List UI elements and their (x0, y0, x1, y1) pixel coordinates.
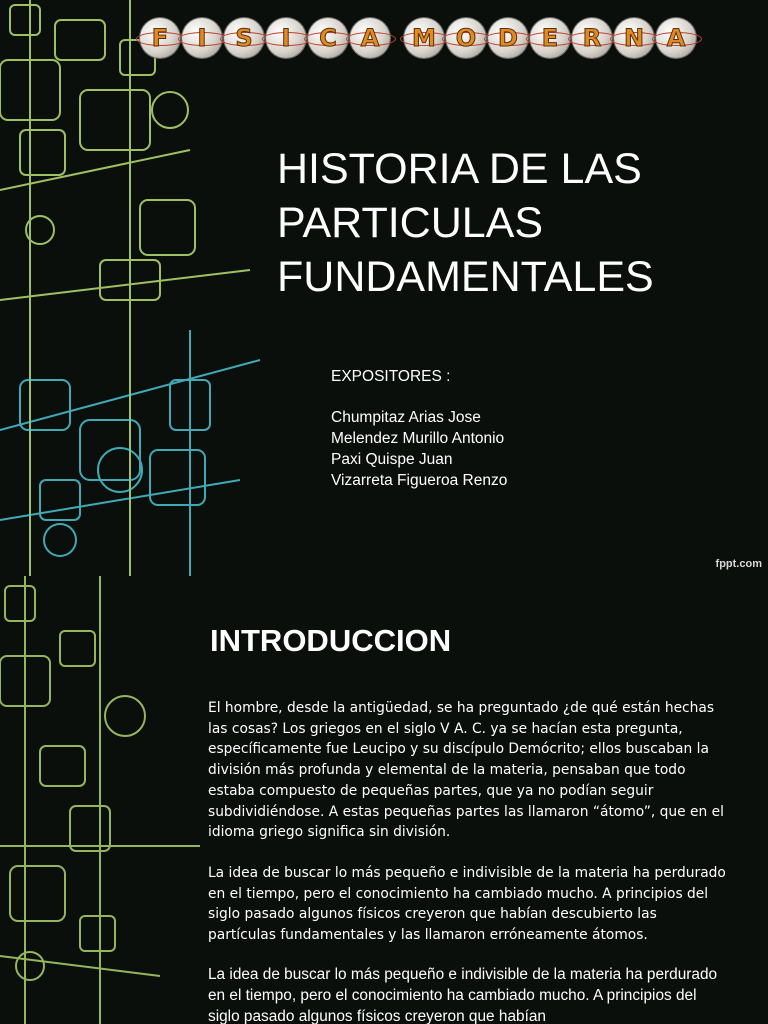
atom-letter-icon (488, 18, 528, 58)
banner-letter: M (412, 24, 436, 52)
presenter-name: Paxi Quispe Juan (331, 451, 453, 468)
banner-letter: E (541, 24, 559, 52)
atom-letter-icon (224, 18, 264, 58)
title-line: FUNDAMENTALES (277, 253, 654, 301)
intro-heading: INTRODUCCION (210, 623, 452, 658)
intro-paragraph: La idea de buscar lo más pequeño e indivisible de la materia ha perdurado en el tiempo, pero el conocimiento ha cambiado mucho. A principios del siglo pasado algunos físicos creyeron que habían descubierto las partículas fundamentales y las llamaron erróneamente átomos. (208, 865, 726, 944)
banner-letter: I (197, 24, 207, 52)
atom-letter-icon (404, 18, 444, 58)
intro-paragraph: La idea de buscar lo más pequeño e indivisible de la materia ha perdurado en el tiempo, pero el conocimiento ha cambiado mucho. A principios del siglo pasado algunos físicos creyeron que habían (208, 966, 718, 1024)
banner-letter: I (281, 24, 291, 52)
intro-slide (0, 576, 768, 1024)
banner-letter: C (319, 24, 337, 52)
atom-letter-icon (266, 18, 306, 58)
banner-letter: O (455, 24, 477, 52)
circuit-decoration (0, 576, 200, 1024)
presenters-label: EXPOSITORES : (331, 368, 451, 385)
banner-letter: A (666, 24, 686, 52)
atom-letter-icon (656, 18, 696, 58)
title-line: HISTORIA DE LAS (277, 145, 642, 193)
banner-letter: F (151, 24, 169, 52)
banner-letter: R (582, 24, 602, 52)
fisica-moderna-banner (140, 12, 756, 64)
banner-letter: N (623, 24, 645, 52)
atom-letter-icon (182, 18, 222, 58)
atom-letter-icon (572, 18, 612, 58)
title-line: PARTICULAS (277, 199, 544, 247)
watermark: fppt.com (715, 558, 762, 570)
atom-letter-icon (614, 18, 654, 58)
banner-letter: D (498, 24, 518, 52)
presenter-name: Chumpitaz Arias Jose (331, 409, 481, 426)
presenter-name: Melendez Murillo Antonio (331, 430, 505, 447)
atom-letter-icon (350, 18, 390, 58)
banner-letter: S (235, 24, 253, 52)
atom-letter-icon (530, 18, 570, 58)
presenters-block (331, 366, 507, 491)
intro-paragraph: El hombre, desde la antigüedad, se ha preguntado ¿de qué están hechas las cosas? Los griegos en el siglo V A. C. ya se hacían esta pregunta, específicamente fue Leucipo y su discípulo Demócrito; ellos buscaban la división más profunda y elemental de la materia, pensaban que todo estaba compuesto de pequeñas partes, que ya no podían seguir subdividiéndose. A estas pequeñas partes las llamaron “átomo”, que en el idioma griego significa sin división. (208, 700, 724, 841)
circuit-decoration (0, 0, 270, 576)
slide-title (277, 142, 747, 304)
presenter-name: Vizarreta Figueroa Renzo (331, 472, 508, 489)
banner-letter: A (360, 24, 380, 52)
atom-letter-icon (140, 18, 180, 58)
atom-letter-icon (308, 18, 348, 58)
atom-letter-icon (446, 18, 486, 58)
